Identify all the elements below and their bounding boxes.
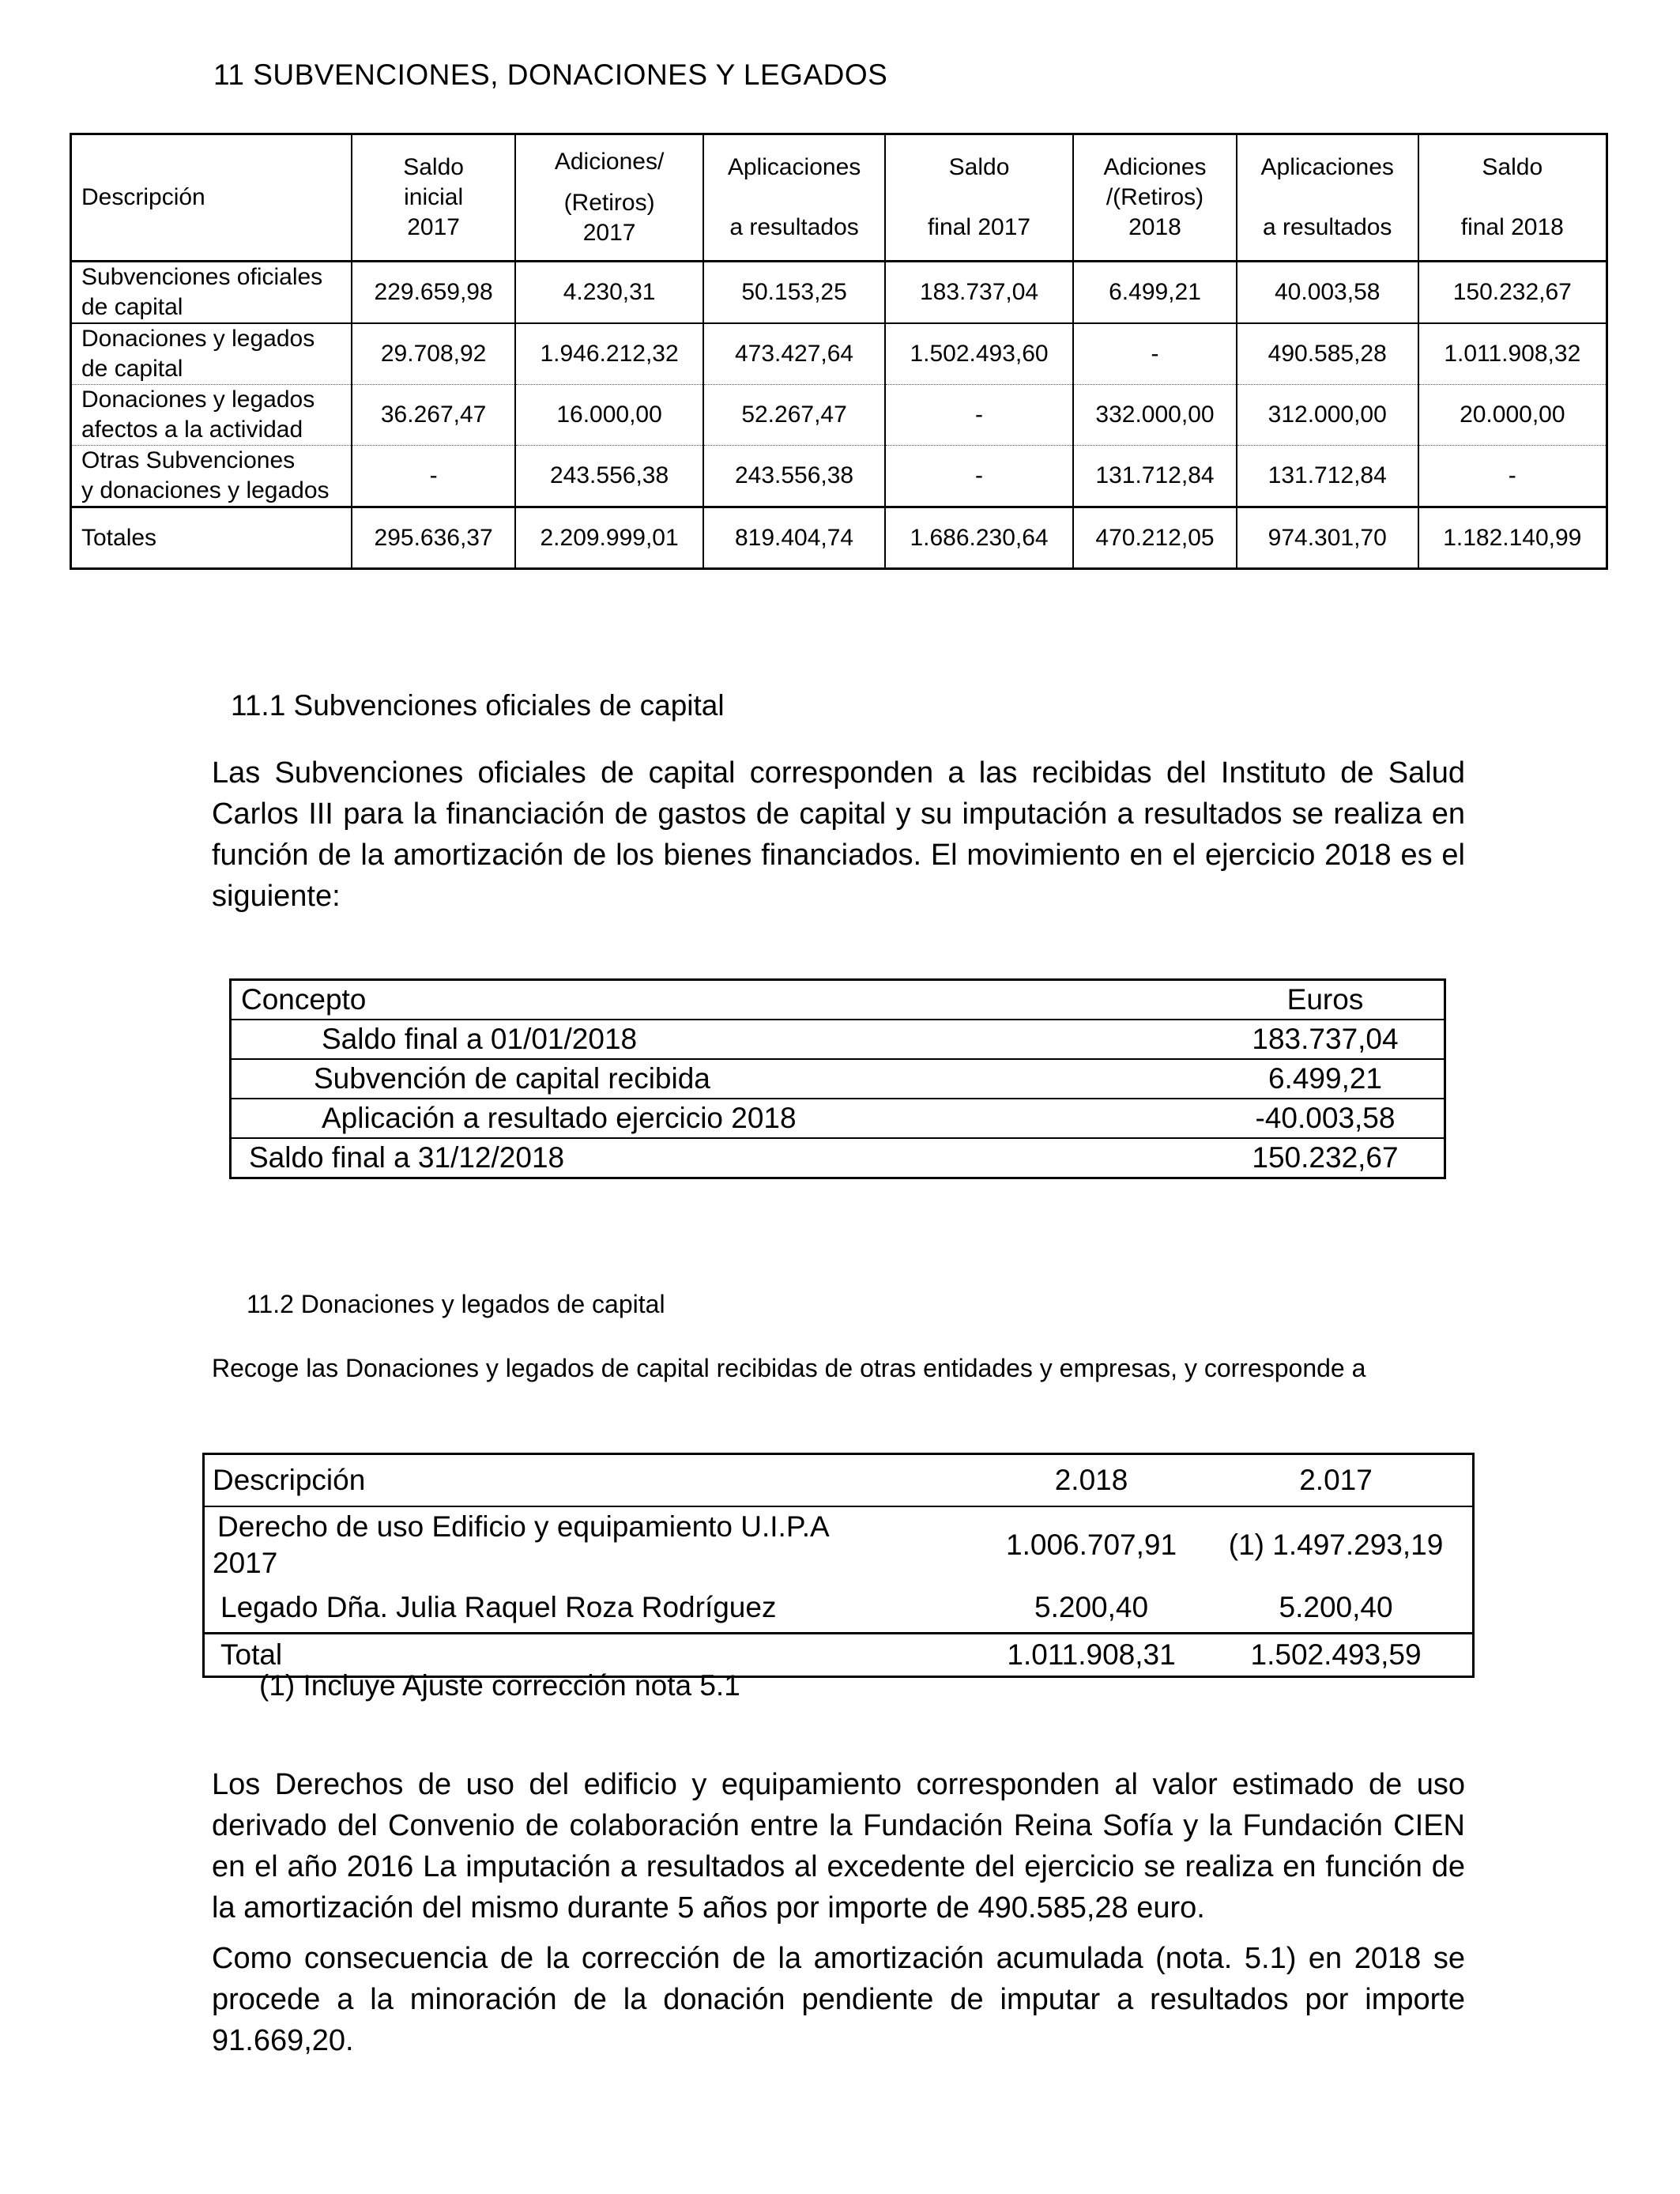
col-header-adiciones-2017: Adiciones/ (Retiros) 2017 <box>515 134 703 262</box>
table-header-row <box>231 980 1445 1020</box>
paragraph-11-2: Recoge las Donaciones y legados de capital recibidas de otras entidades y empresas, y corresponde a <box>212 1354 1366 1382</box>
col-header-descripcion: Descripción <box>204 1454 984 1507</box>
table-row <box>204 1583 1474 1634</box>
cell: 29.708,92 <box>352 323 515 385</box>
row-concept: Aplicación a resultado ejercicio 2018 <box>231 1099 1207 1138</box>
cell: 819.404,74 <box>703 507 885 569</box>
cell: - <box>885 385 1073 446</box>
cell: 243.556,38 <box>515 446 703 507</box>
cell: 312.000,00 <box>1237 385 1418 446</box>
cell: 974.301,70 <box>1237 507 1418 569</box>
cell: 2.209.999,01 <box>515 507 703 569</box>
row-concept: Subvención de capital recibida <box>231 1059 1207 1099</box>
cell: 131.712,84 <box>1237 446 1418 507</box>
row-amount: -40.003,58 <box>1207 1099 1445 1138</box>
paragraph-correccion-amortizacion: Como consecuencia de la corrección de la amortización acumulada (nota. 5.1) en 2018 se procede a la minoración de la donación pendiente de imputar a resultados por importe 91.669,20. <box>212 1942 1465 2057</box>
row-amount: 183.737,04 <box>1207 1020 1445 1059</box>
cell: 332.000,00 <box>1073 385 1237 446</box>
table-row <box>71 323 1607 385</box>
capital-subsidy-movement-table <box>229 978 1446 1179</box>
section-title: 11 SUBVENCIONES, DONACIONES Y LEGADOS <box>213 58 888 91</box>
subsection-title-11-2: 11.2 Donaciones y legados de capital <box>247 1290 665 1318</box>
col-header-saldo-final-2018: Saldo final 2018 <box>1418 134 1607 262</box>
cell: 1.946.212,32 <box>515 323 703 385</box>
cell-2017: 1.502.493,59 <box>1250 1638 1422 1671</box>
row-desc: Donaciones y legados afectos a la actividad <box>71 385 352 446</box>
cell: 6.499,21 <box>1073 262 1237 324</box>
cell: 470.212,05 <box>1073 507 1237 569</box>
cell: 1.686.230,64 <box>885 507 1073 569</box>
row-desc: Total <box>220 1638 283 1671</box>
table-header-row <box>71 134 1607 262</box>
row-desc: Donaciones y legados de capital <box>71 323 352 385</box>
donations-legacies-table <box>202 1453 1475 1678</box>
table-row <box>231 1020 1445 1059</box>
cell: 36.267,47 <box>352 385 515 446</box>
subsection-title-11-1: 11.1 Subvenciones oficiales de capital <box>231 689 725 722</box>
cell-2018: 1.011.908,31 <box>1007 1638 1176 1671</box>
cell-2017: (1) 1.497.293,19 <box>1228 1529 1444 1561</box>
table-footnote: (1) Incluye Ajuste corrección nota 5.1 <box>259 1669 740 1702</box>
cell: 243.556,38 <box>703 446 885 507</box>
cell: 183.737,04 <box>885 262 1073 324</box>
row-concept: Saldo final a 01/01/2018 <box>231 1020 1207 1059</box>
subsidies-summary-table <box>70 133 1608 570</box>
table-row <box>204 1506 1474 1583</box>
cell: 473.427,64 <box>703 323 885 385</box>
cell: 16.000,00 <box>515 385 703 446</box>
row-desc: Subvenciones oficiales de capital <box>71 262 352 324</box>
row-desc: Derecho de uso Edificio y equipamiento U.I.P.A 2017 <box>213 1510 830 1579</box>
col-header-aplicaciones-2018: Aplicaciones a resultados <box>1237 134 1418 262</box>
col-header-2017: 2.017 <box>1200 1454 1473 1507</box>
row-desc: Otras Subvenciones y donaciones y legados <box>71 446 352 507</box>
col-header-aplicaciones-2017: Aplicaciones a resultados <box>703 134 885 262</box>
cell-2018: 5.200,40 <box>983 1583 1200 1634</box>
table-header-row <box>204 1454 1474 1507</box>
cell: 40.003,58 <box>1237 262 1418 324</box>
cell: 1.182.140,99 <box>1418 507 1607 569</box>
table-row <box>71 385 1607 446</box>
col-header-2018: 2.018 <box>983 1454 1200 1507</box>
col-header-saldo-inicial-2017: Saldo inicial 2017 <box>352 134 515 262</box>
row-desc: Totales <box>71 507 352 569</box>
table-row <box>231 1059 1445 1099</box>
cell: 4.230,31 <box>515 262 703 324</box>
cell: - <box>352 446 515 507</box>
cell: - <box>1418 446 1607 507</box>
row-desc: Legado Dña. Julia Raquel Roza Rodríguez <box>204 1583 984 1634</box>
cell: 1.011.908,32 <box>1418 323 1607 385</box>
cell: 295.636,37 <box>352 507 515 569</box>
cell: 1.502.493,60 <box>885 323 1073 385</box>
cell: 52.267,47 <box>703 385 885 446</box>
col-header-concepto: Concepto <box>231 980 1207 1020</box>
col-header-descripcion: Descripción <box>71 134 352 262</box>
paragraph-derechos-uso: Los Derechos de uso del edificio y equipamiento corresponden al valor estimado de uso derivado del Convenio de colaboración entre la Fundación Reina Sofía y la Fundación CIEN en el año 2016 La imputación a resultados al excedente del ejercicio se realiza en función de la amortización del mismo durante 5 años por importe de 490.585,28 euro. <box>212 1768 1465 1924</box>
cell: 150.232,67 <box>1418 262 1607 324</box>
table-row <box>231 1138 1445 1178</box>
col-header-saldo-final-2017: Saldo final 2017 <box>885 134 1073 262</box>
cell: - <box>1073 323 1237 385</box>
row-concept: Saldo final a 31/12/2018 <box>231 1138 1207 1178</box>
cell: 20.000,00 <box>1418 385 1607 446</box>
col-header-euros: Euros <box>1207 980 1445 1020</box>
cell-2017: 5.200,40 <box>1200 1583 1473 1634</box>
table-row <box>71 262 1607 324</box>
paragraph-11-1: Las Subvenciones oficiales de capital corresponden a las recibidas del Instituto de Salud Carlos III para la financiación de gastos de capital y su imputación a resultados se realiza en función de la amortización de los bienes financiados. El movimiento en el ejercicio 2018 es el siguiente: <box>212 756 1465 913</box>
cell: 229.659,98 <box>352 262 515 324</box>
cell: 50.153,25 <box>703 262 885 324</box>
row-amount: 6.499,21 <box>1207 1059 1445 1099</box>
cell-2018: 1.006.707,91 <box>1006 1529 1177 1561</box>
col-header-adiciones-2018: Adiciones /(Retiros) 2018 <box>1073 134 1237 262</box>
cell: 490.585,28 <box>1237 323 1418 385</box>
cell: 131.712,84 <box>1073 446 1237 507</box>
table-total-row <box>71 507 1607 569</box>
table-row <box>231 1099 1445 1138</box>
cell: - <box>885 446 1073 507</box>
table-row <box>71 446 1607 507</box>
row-amount: 150.232,67 <box>1207 1138 1445 1178</box>
